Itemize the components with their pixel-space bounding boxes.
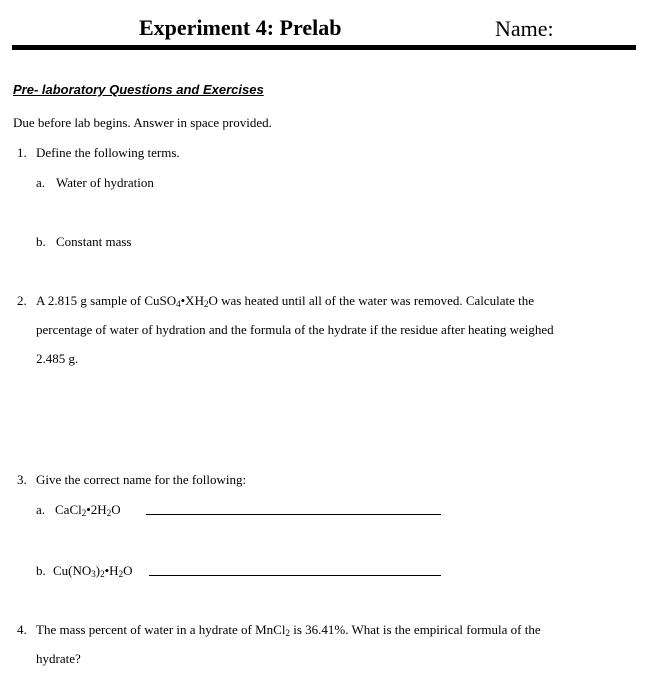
question-1a-text: Water of hydration: [56, 175, 154, 190]
question-1b-label: b.: [36, 234, 46, 249]
page-title: Experiment 4: Prelab: [139, 15, 342, 40]
question-1-number: 1.: [17, 145, 27, 160]
question-3-text: Give the correct name for the following:: [36, 472, 247, 487]
question-3b-formula: $Cu(NO_3)_2•H_2O$: [53, 563, 133, 579]
question-2-line-3: 2.485 g.: [36, 351, 79, 366]
question-1-text: Define the following terms.: [36, 145, 180, 160]
question-1b-text: Constant mass: [56, 234, 132, 249]
intro-text: Due before lab begins. Answer in space provided.: [13, 115, 272, 130]
question-2-line-2: percentage of water of hydration and the formula of the hydrate if the residue after heating weighed: [36, 322, 554, 337]
question-2-number: 2.: [17, 293, 27, 308]
question-4-number: 4.: [17, 622, 27, 637]
question-3-number: 3.: [17, 472, 27, 487]
question-3a-formula: $CaCl_2•2H_2O$: [55, 502, 121, 518]
header-rule: [12, 45, 636, 50]
question-3b-answer-line[interactable]: [149, 575, 441, 576]
question-4-line-2: hydrate?: [36, 651, 81, 666]
question-4-line-1: The mass percent of water in a hydrate of MnCl$_2$ is 36.41%. What is the empirical formula of the: [36, 622, 541, 638]
section-title: Pre- laboratory Questions and Exercises: [13, 82, 264, 97]
question-2-line-1: A 2.815 g sample of $CuSO_4•XH_2O$ was heated until all of the water was removed. Calculate the: [36, 293, 535, 309]
question-3b-label: b.: [36, 563, 46, 578]
question-3a-label: a.: [36, 502, 46, 517]
name-label: Name:: [495, 16, 554, 41]
question-1a-label: a.: [36, 175, 46, 190]
question-3a-answer-line[interactable]: [146, 514, 441, 515]
